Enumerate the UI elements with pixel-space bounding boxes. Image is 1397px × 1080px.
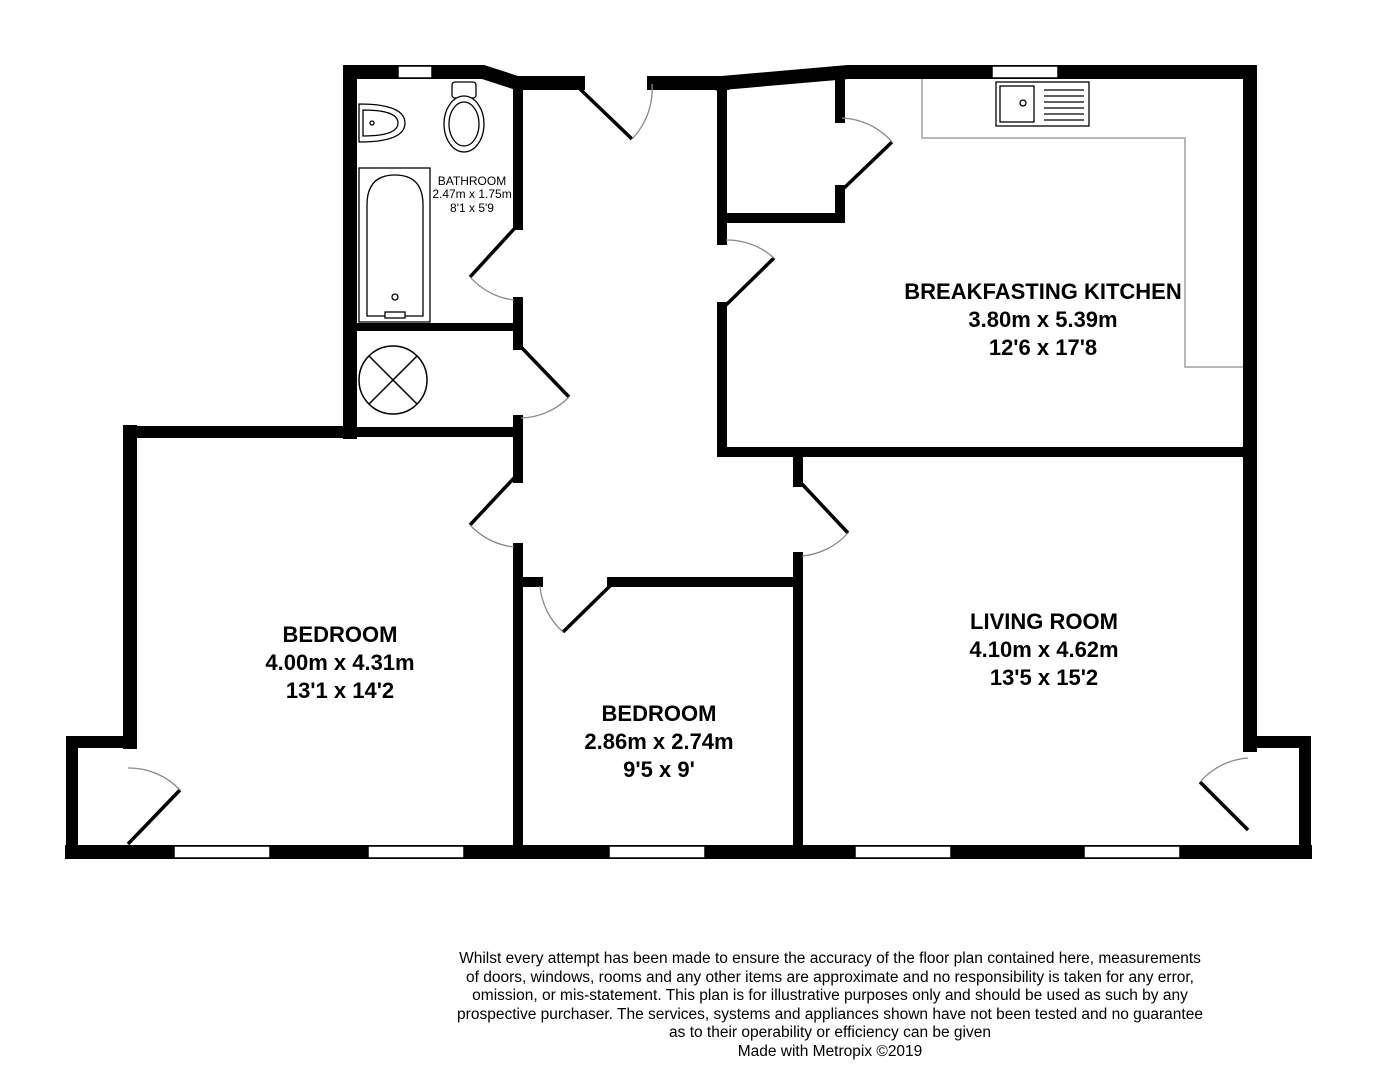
living-imperial: 13'5 x 15'2 bbox=[989, 665, 1099, 690]
bathroom-label bbox=[432, 174, 511, 215]
door-living bbox=[802, 484, 848, 556]
living-label bbox=[969, 609, 1118, 690]
kitchen-imperial: 12'6 x 17'8 bbox=[988, 335, 1098, 360]
window-living-right bbox=[1084, 846, 1180, 858]
disclaimer-line: prospective purchaser. The services, systems and appliances shown have not been tested and no guarantee bbox=[457, 1005, 1203, 1023]
door-front bbox=[580, 84, 652, 139]
window-bedroom1-right bbox=[368, 846, 464, 858]
bathroom-imperial: 8'1 x 5'9 bbox=[450, 201, 494, 215]
bedroom2-metric: 2.86m x 2.74m bbox=[584, 729, 734, 754]
door-kitchen-store bbox=[842, 118, 892, 190]
bedroom1-name: BEDROOM bbox=[282, 622, 398, 647]
toilet-icon bbox=[444, 82, 484, 152]
hot-water-cylinder-icon bbox=[359, 346, 427, 414]
bedroom2-name: BEDROOM bbox=[601, 701, 717, 726]
window-bedroom1-left bbox=[174, 846, 270, 858]
disclaimer-line: as to their operability or efficiency can be given bbox=[669, 1024, 991, 1041]
window-living-left bbox=[855, 846, 951, 858]
bedroom2-imperial: 9'5 x 9' bbox=[623, 757, 695, 782]
door-bay-right bbox=[1200, 758, 1248, 830]
kitchen-label bbox=[904, 279, 1181, 360]
disclaimer bbox=[380, 950, 1280, 1061]
basin-icon bbox=[359, 104, 405, 142]
living-name: LIVING ROOM bbox=[970, 609, 1118, 634]
living-metric: 4.10m x 4.62m bbox=[969, 637, 1119, 662]
door-bathroom bbox=[470, 229, 514, 300]
window-bedroom2 bbox=[609, 846, 705, 858]
door-bedroom1 bbox=[470, 478, 514, 547]
door-bedroom2 bbox=[540, 584, 612, 632]
door-bay-left bbox=[128, 768, 180, 844]
bedroom1-imperial: 13'1 x 14'2 bbox=[285, 678, 395, 703]
bedroom2-label bbox=[584, 701, 733, 782]
kitchen-sink-icon bbox=[996, 82, 1089, 126]
bathroom-name: BATHROOM bbox=[437, 174, 507, 188]
bathtub-icon bbox=[359, 168, 430, 322]
door-cupboard bbox=[521, 347, 569, 418]
disclaimer-line: omission, or mis-statement. This plan is for illustrative purposes only and should be used as such by any bbox=[472, 987, 1188, 1004]
credit: Made with Metropix ©2019 bbox=[737, 1042, 923, 1060]
bedroom1-metric: 4.00m x 4.31m bbox=[265, 650, 415, 675]
kitchen-name: BREAKFASTING KITCHEN bbox=[904, 279, 1182, 304]
disclaimer-line: Whilst every attempt has been made to ensure the accuracy of the floor plan contained here, measurements bbox=[459, 950, 1201, 967]
disclaimer-line: of doors, windows, rooms and any other items are approximate and no responsibility is taken for any error, bbox=[465, 968, 1194, 986]
window-kitchen bbox=[992, 66, 1058, 78]
window-bathroom bbox=[398, 66, 432, 78]
bathroom-metric: 2.47m x 1.75m bbox=[432, 187, 512, 201]
door-kitchen bbox=[726, 240, 774, 305]
kitchen-metric: 3.80m x 5.39m bbox=[968, 307, 1118, 332]
bedroom1-label bbox=[265, 622, 414, 703]
